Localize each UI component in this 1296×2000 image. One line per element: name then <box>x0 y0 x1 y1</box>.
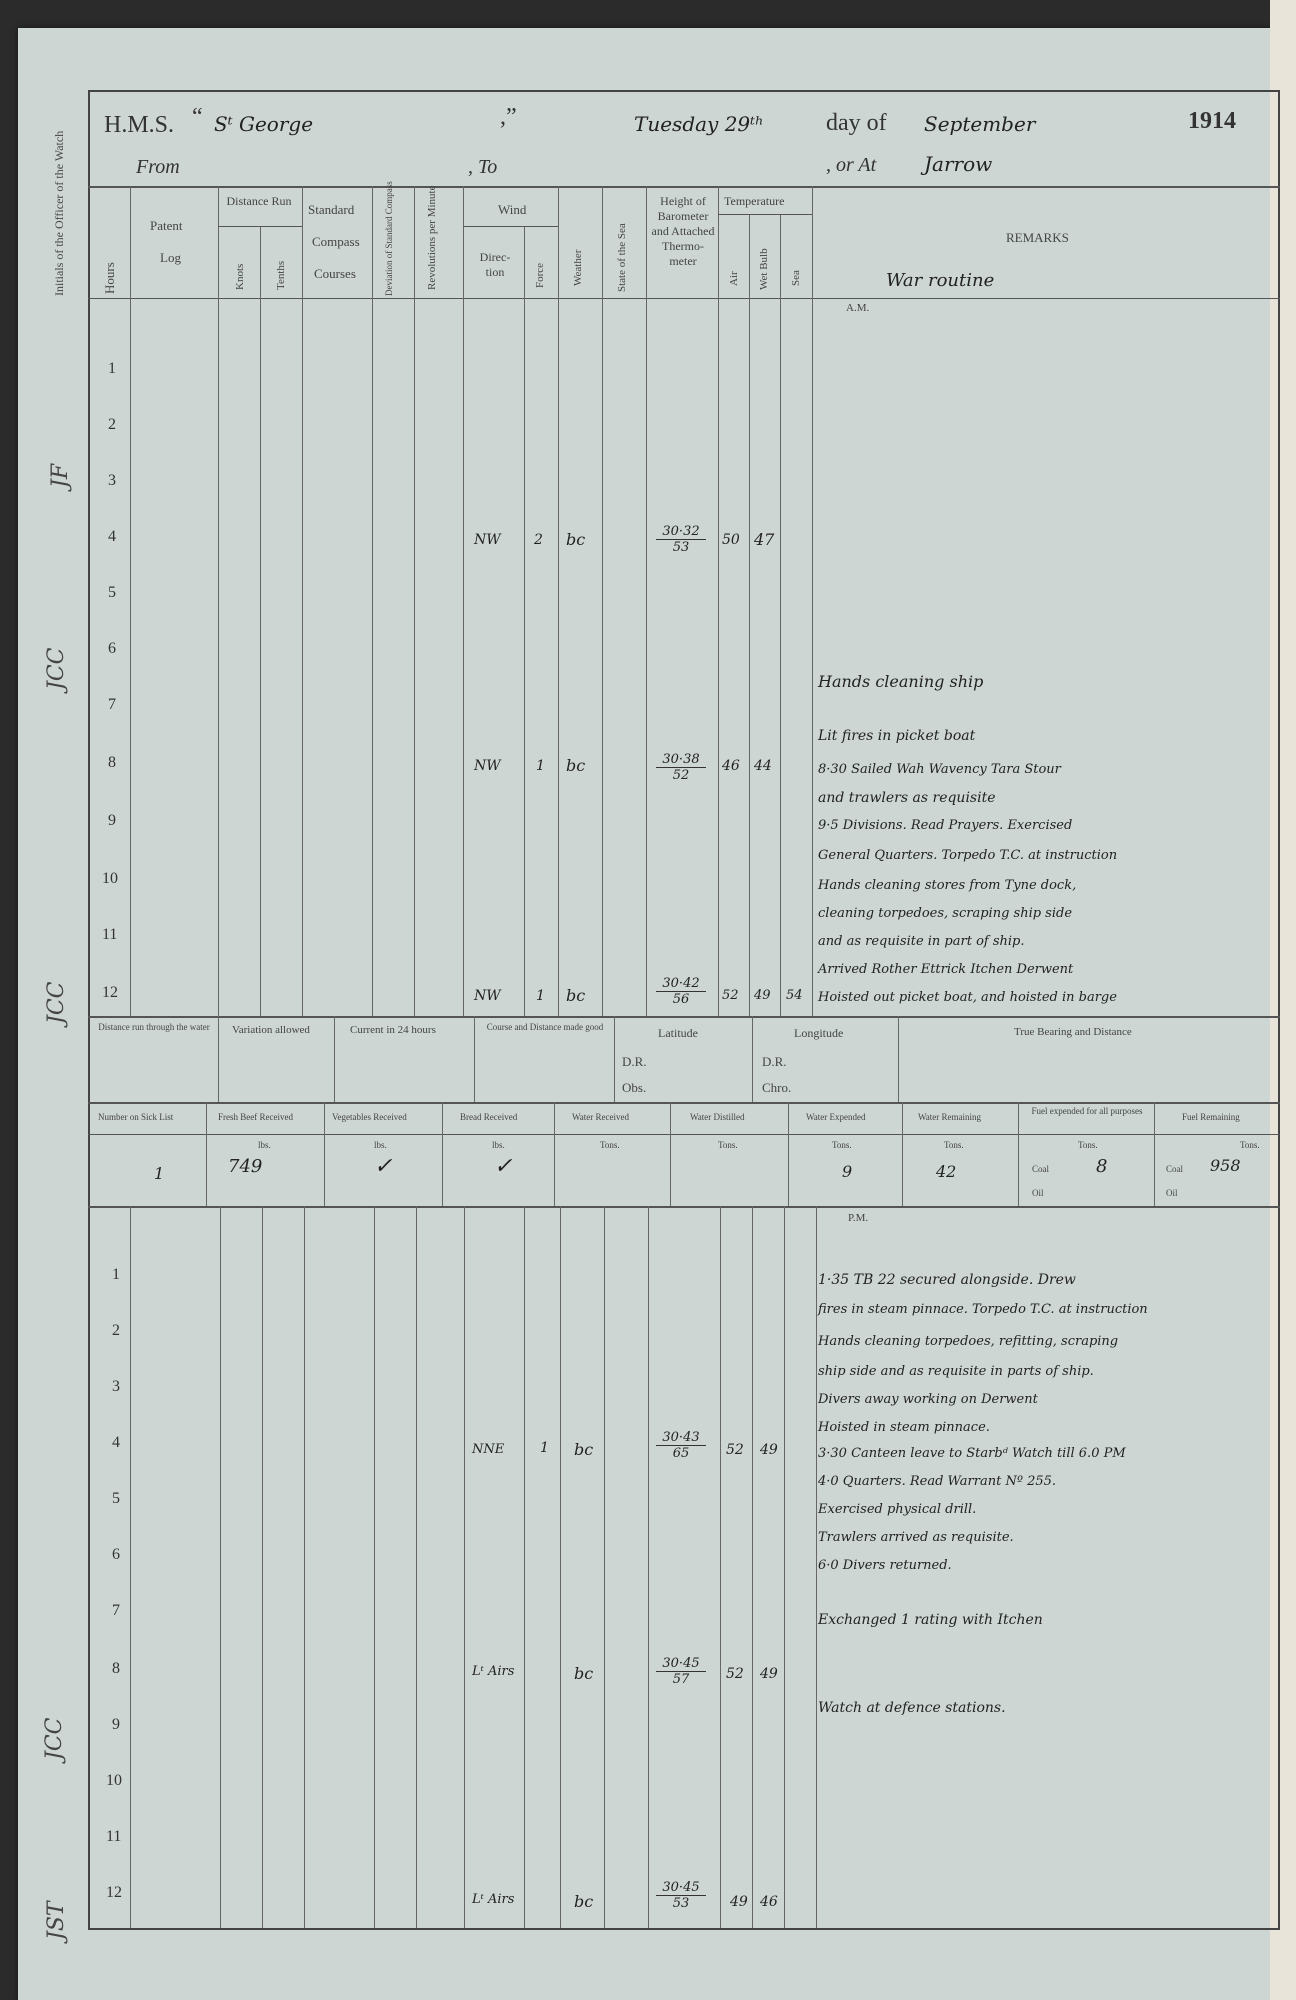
bread-value: ✓ <box>494 1154 513 1179</box>
quote-close: ,” <box>500 104 517 130</box>
am-hour: 8 <box>108 754 116 771</box>
unit-tons: Tons. <box>600 1140 620 1150</box>
pm-remark-line: ship side and as requisite in parts of ship. <box>818 1364 1094 1379</box>
unit-tons: Tons. <box>1240 1140 1260 1150</box>
nav-lat-dr: D.R. <box>622 1054 647 1069</box>
coal-label: Coal <box>1032 1164 1049 1174</box>
am12-barometer: $\frac{30\cdot 42}{56}$ <box>656 976 706 1007</box>
nav-lon-dr: D.R. <box>762 1054 787 1069</box>
unit-lbs: lbs. <box>492 1140 505 1150</box>
fresh-beef-value: 749 <box>228 1156 263 1177</box>
col-standard: Standard <box>308 202 355 217</box>
am-hour: 10 <box>102 870 118 887</box>
am4-barometer: $\frac{30\cdot 32}{53}$ <box>656 524 706 555</box>
pm-hour: 8 <box>112 1660 120 1677</box>
col-state-of-sea: State of the Sea <box>616 223 628 292</box>
am12-wet: 49 <box>754 988 771 1003</box>
am12-dir: NW <box>474 988 501 1004</box>
nav-current: Current in 24 hours <box>350 1024 436 1036</box>
am-remark-line: and as requisite in part of ship. <box>818 934 1025 949</box>
pm-hour: 1 <box>112 1266 120 1283</box>
am-remark-line: General Quarters. Torpedo T.C. at instruction <box>818 848 1118 863</box>
col-courses: Courses <box>314 266 356 281</box>
pm-remark-line: Exercised physical drill. <box>818 1502 977 1517</box>
officer-initials: JCC <box>44 981 69 1024</box>
year: 1914 <box>1188 108 1236 134</box>
col-barometer: Height of Barometer and Attached Thermo-meter <box>651 194 715 268</box>
col-revolutions: Revolutions per Minute <box>426 185 438 290</box>
vegetables-value: ✓ <box>374 1154 393 1179</box>
am-remark-line: Hands cleaning stores from Tyne dock, <box>818 878 1077 893</box>
officer-initials: JST <box>44 1901 69 1940</box>
col-weather: Weather <box>572 249 584 286</box>
am-hour: 7 <box>108 696 116 713</box>
sup-water-expended: Water Expended <box>806 1112 866 1122</box>
sup-fresh-beef: Fresh Beef Received <box>218 1112 293 1122</box>
month: September <box>924 112 1036 136</box>
pm-hour: 5 <box>112 1490 120 1507</box>
am-hour: 3 <box>108 472 116 489</box>
am8-force: 1 <box>536 758 545 774</box>
nav-bearing: True Bearing and Distance <box>1014 1026 1132 1038</box>
sup-fuel-remaining: Fuel Remaining <box>1182 1112 1240 1122</box>
col-log: Log <box>160 250 181 265</box>
pm-label: P.M. <box>848 1212 869 1224</box>
quote-open: “ <box>192 104 203 130</box>
pm-remark-line: Exchanged 1 rating with Itchen <box>818 1612 1043 1628</box>
from-label: From <box>136 156 180 178</box>
pm4-wet: 49 <box>760 1442 778 1458</box>
pm4-barometer: $\frac{30\cdot 43}{65}$ <box>656 1430 706 1461</box>
water-remaining-value: 42 <box>936 1162 957 1181</box>
am-hour: 11 <box>102 926 118 943</box>
nav-lat-obs: Obs. <box>622 1080 647 1095</box>
pm-remark-line: Hoisted in steam pinnace. <box>818 1420 990 1435</box>
remarks-heading: War routine <box>886 270 995 291</box>
col-sea: Sea <box>790 270 802 286</box>
nav-latitude: Latitude <box>658 1026 698 1040</box>
am4-dir: NW <box>474 532 501 548</box>
coal-expended-value: 8 <box>1096 1156 1108 1177</box>
col-direction: Direc-tion <box>479 250 511 279</box>
place: Jarrow <box>924 152 993 176</box>
pm4-force: 1 <box>540 1440 549 1456</box>
pm8-wet: 49 <box>760 1666 778 1682</box>
pm-remark-line: 1·35 TB 22 secured alongside. Drew <box>818 1272 1076 1288</box>
sup-bread: Bread Received <box>460 1112 518 1122</box>
pm-remark-line: Watch at defence stations. <box>818 1700 1006 1716</box>
col-tenths: Tenths <box>275 260 287 290</box>
am12-weather: bc <box>566 986 586 1005</box>
sup-water-remaining: Water Remaining <box>918 1112 982 1122</box>
am8-barometer: $\frac{30\cdot 38}{52}$ <box>656 752 706 783</box>
pm-remark-line: 6·0 Divers returned. <box>818 1558 952 1573</box>
pm12-air: 49 <box>730 1894 748 1910</box>
am12-force: 1 <box>536 988 545 1004</box>
pm-remark-line: Hands cleaning torpedoes, refitting, scraping <box>818 1334 1119 1349</box>
unit-tons: Tons. <box>1078 1140 1098 1150</box>
am-hour: 2 <box>108 416 116 433</box>
water-expended-value: 9 <box>842 1162 853 1181</box>
sup-water-received: Water Received <box>572 1112 629 1122</box>
pm-hour: 10 <box>106 1772 122 1789</box>
pm8-weather: bc <box>574 1664 594 1683</box>
am8-dir: NW <box>474 758 501 774</box>
pm-hour: 9 <box>112 1716 120 1733</box>
margin-label: Initials of the Officer of the Watch <box>52 130 66 296</box>
oil-label: Oil <box>1032 1188 1044 1198</box>
pm-remark-line: 3·30 Canteen leave to Starbᵈ Watch till 6.0 PM <box>818 1446 1126 1461</box>
officer-initials: JCC <box>42 1717 67 1760</box>
col-temperature: Temperature <box>724 194 785 208</box>
day-of-label: day of <box>826 110 887 136</box>
nav-longitude: Longitude <box>794 1026 844 1040</box>
pm-hour: 2 <box>112 1322 120 1339</box>
pm-remark-line: fires in steam pinnace. Torpedo T.C. at instruction <box>818 1302 1148 1317</box>
nav-lon-chro: Chro. <box>762 1080 792 1095</box>
or-at-label: , or At <box>826 154 877 176</box>
pm-hour: 6 <box>112 1546 120 1563</box>
nav-variation: Variation allowed <box>232 1024 310 1036</box>
pm4-weather: bc <box>574 1440 594 1459</box>
pm-top-rule <box>88 1206 1280 1208</box>
pm-hour: 4 <box>112 1434 120 1451</box>
header-rule <box>88 186 1280 188</box>
col-distance-run: Distance Run <box>226 194 292 208</box>
col-force: Force <box>534 262 546 288</box>
am8-wet: 44 <box>754 758 772 774</box>
col-deviation: Deviation of Standard Compass <box>384 181 394 296</box>
nav-distance-run: Distance run through the water <box>98 1022 210 1032</box>
unit-lbs: lbs. <box>258 1140 271 1150</box>
am4-weather: bc <box>566 530 586 549</box>
am-remark-line: Lit fires in picket boat <box>818 728 976 744</box>
am-remark-line: Arrived Rother Ettrick Itchen Derwent <box>818 962 1074 977</box>
nav-course-distance: Course and Distance made good <box>486 1022 604 1032</box>
sup-sick-list: Number on Sick List <box>98 1112 174 1122</box>
ship-name: Sᵗ George <box>214 112 314 136</box>
am8-air: 46 <box>722 758 740 774</box>
pm12-dir: Lᵗ Airs <box>472 1892 515 1907</box>
am-label: A.M. <box>846 302 870 314</box>
hms-label: H.M.S. <box>104 112 175 138</box>
sup-water-distilled: Water Distilled <box>690 1112 745 1122</box>
am8-weather: bc <box>566 756 586 775</box>
pm-hour: 3 <box>112 1378 120 1395</box>
am-remark-line: cleaning torpedoes, scraping ship side <box>818 906 1073 921</box>
subheader-rule <box>88 298 1280 299</box>
col-hours: Hours <box>102 262 117 294</box>
col-compass: Compass <box>312 234 360 249</box>
am12-sea: 54 <box>786 988 803 1003</box>
am-hour: 9 <box>108 812 116 829</box>
pm12-wet: 46 <box>760 1894 778 1910</box>
pm-remark-line: Trawlers arrived as requisite. <box>818 1530 1014 1545</box>
col-knots: Knots <box>234 263 246 290</box>
am-hour: 5 <box>108 584 116 601</box>
col-wet-bulb: Wet Bulb <box>758 248 770 290</box>
unit-tons: Tons. <box>718 1140 738 1150</box>
col-patent: Patent <box>150 218 183 233</box>
officer-initials: JF <box>48 463 73 488</box>
am4-force: 2 <box>534 532 543 548</box>
sup-fuel-expended: Fuel expended for all purposes <box>1031 1106 1143 1116</box>
am4-wet: 47 <box>754 530 775 549</box>
nav-bottom-rule <box>88 1102 1280 1104</box>
pm8-air: 52 <box>726 1666 744 1682</box>
col-remarks: REMARKS <box>1006 230 1069 245</box>
pm8-dir: Lᵗ Airs <box>472 1664 515 1679</box>
officer-initials: JCC <box>44 647 69 690</box>
sup-vegetables: Vegetables Received <box>332 1112 407 1122</box>
unit-lbs: lbs. <box>374 1140 387 1150</box>
pm-remark-line: Divers away working on Derwent <box>818 1392 1038 1407</box>
pm-remark-line: 4·0 Quarters. Read Warrant Nº 255. <box>818 1474 1057 1489</box>
am-remark-line: 8·30 Sailed Wah Wavency Tara Stour <box>818 762 1061 777</box>
am-remark-line: Hoisted out picket boat, and hoisted in barge <box>818 990 1117 1005</box>
coal-remaining-value: 958 <box>1210 1156 1241 1175</box>
log-table-frame <box>88 90 1280 1930</box>
am-remark-line: Hands cleaning ship <box>818 672 984 691</box>
am-hour: 12 <box>102 984 118 1001</box>
am12-air: 52 <box>722 988 739 1003</box>
am-bottom-rule <box>88 1016 1280 1018</box>
sick-list-value: 1 <box>154 1164 165 1183</box>
weekday-date: Tuesday 29ᵗʰ <box>634 112 764 136</box>
to-label: , To <box>468 156 498 178</box>
pm8-barometer: $\frac{30\cdot 45}{57}$ <box>656 1656 706 1687</box>
col-wind: Wind <box>498 202 527 217</box>
pm12-barometer: $\frac{30\cdot 45}{53}$ <box>656 1880 706 1911</box>
supplies-subrule <box>88 1134 1280 1135</box>
unit-tons: Tons. <box>832 1140 852 1150</box>
am-remark-line: and trawlers as requisite <box>818 790 996 806</box>
pm-hour: 7 <box>112 1602 120 1619</box>
pm12-weather: bc <box>574 1892 594 1911</box>
coal-label: Coal <box>1166 1164 1183 1174</box>
oil-label: Oil <box>1166 1188 1178 1198</box>
pm-hour: 11 <box>106 1828 122 1845</box>
am-hour: 6 <box>108 640 116 657</box>
pm4-air: 52 <box>726 1442 744 1458</box>
am-hour: 1 <box>108 360 116 377</box>
col-air: Air <box>728 271 740 286</box>
pm4-dir: NNE <box>472 1442 505 1457</box>
am4-air: 50 <box>722 532 740 548</box>
unit-tons: Tons. <box>944 1140 964 1150</box>
am-remark-line: 9·5 Divisions. Read Prayers. Exercised <box>818 818 1073 833</box>
am-hour: 4 <box>108 528 116 545</box>
pm-hour: 12 <box>106 1884 122 1901</box>
